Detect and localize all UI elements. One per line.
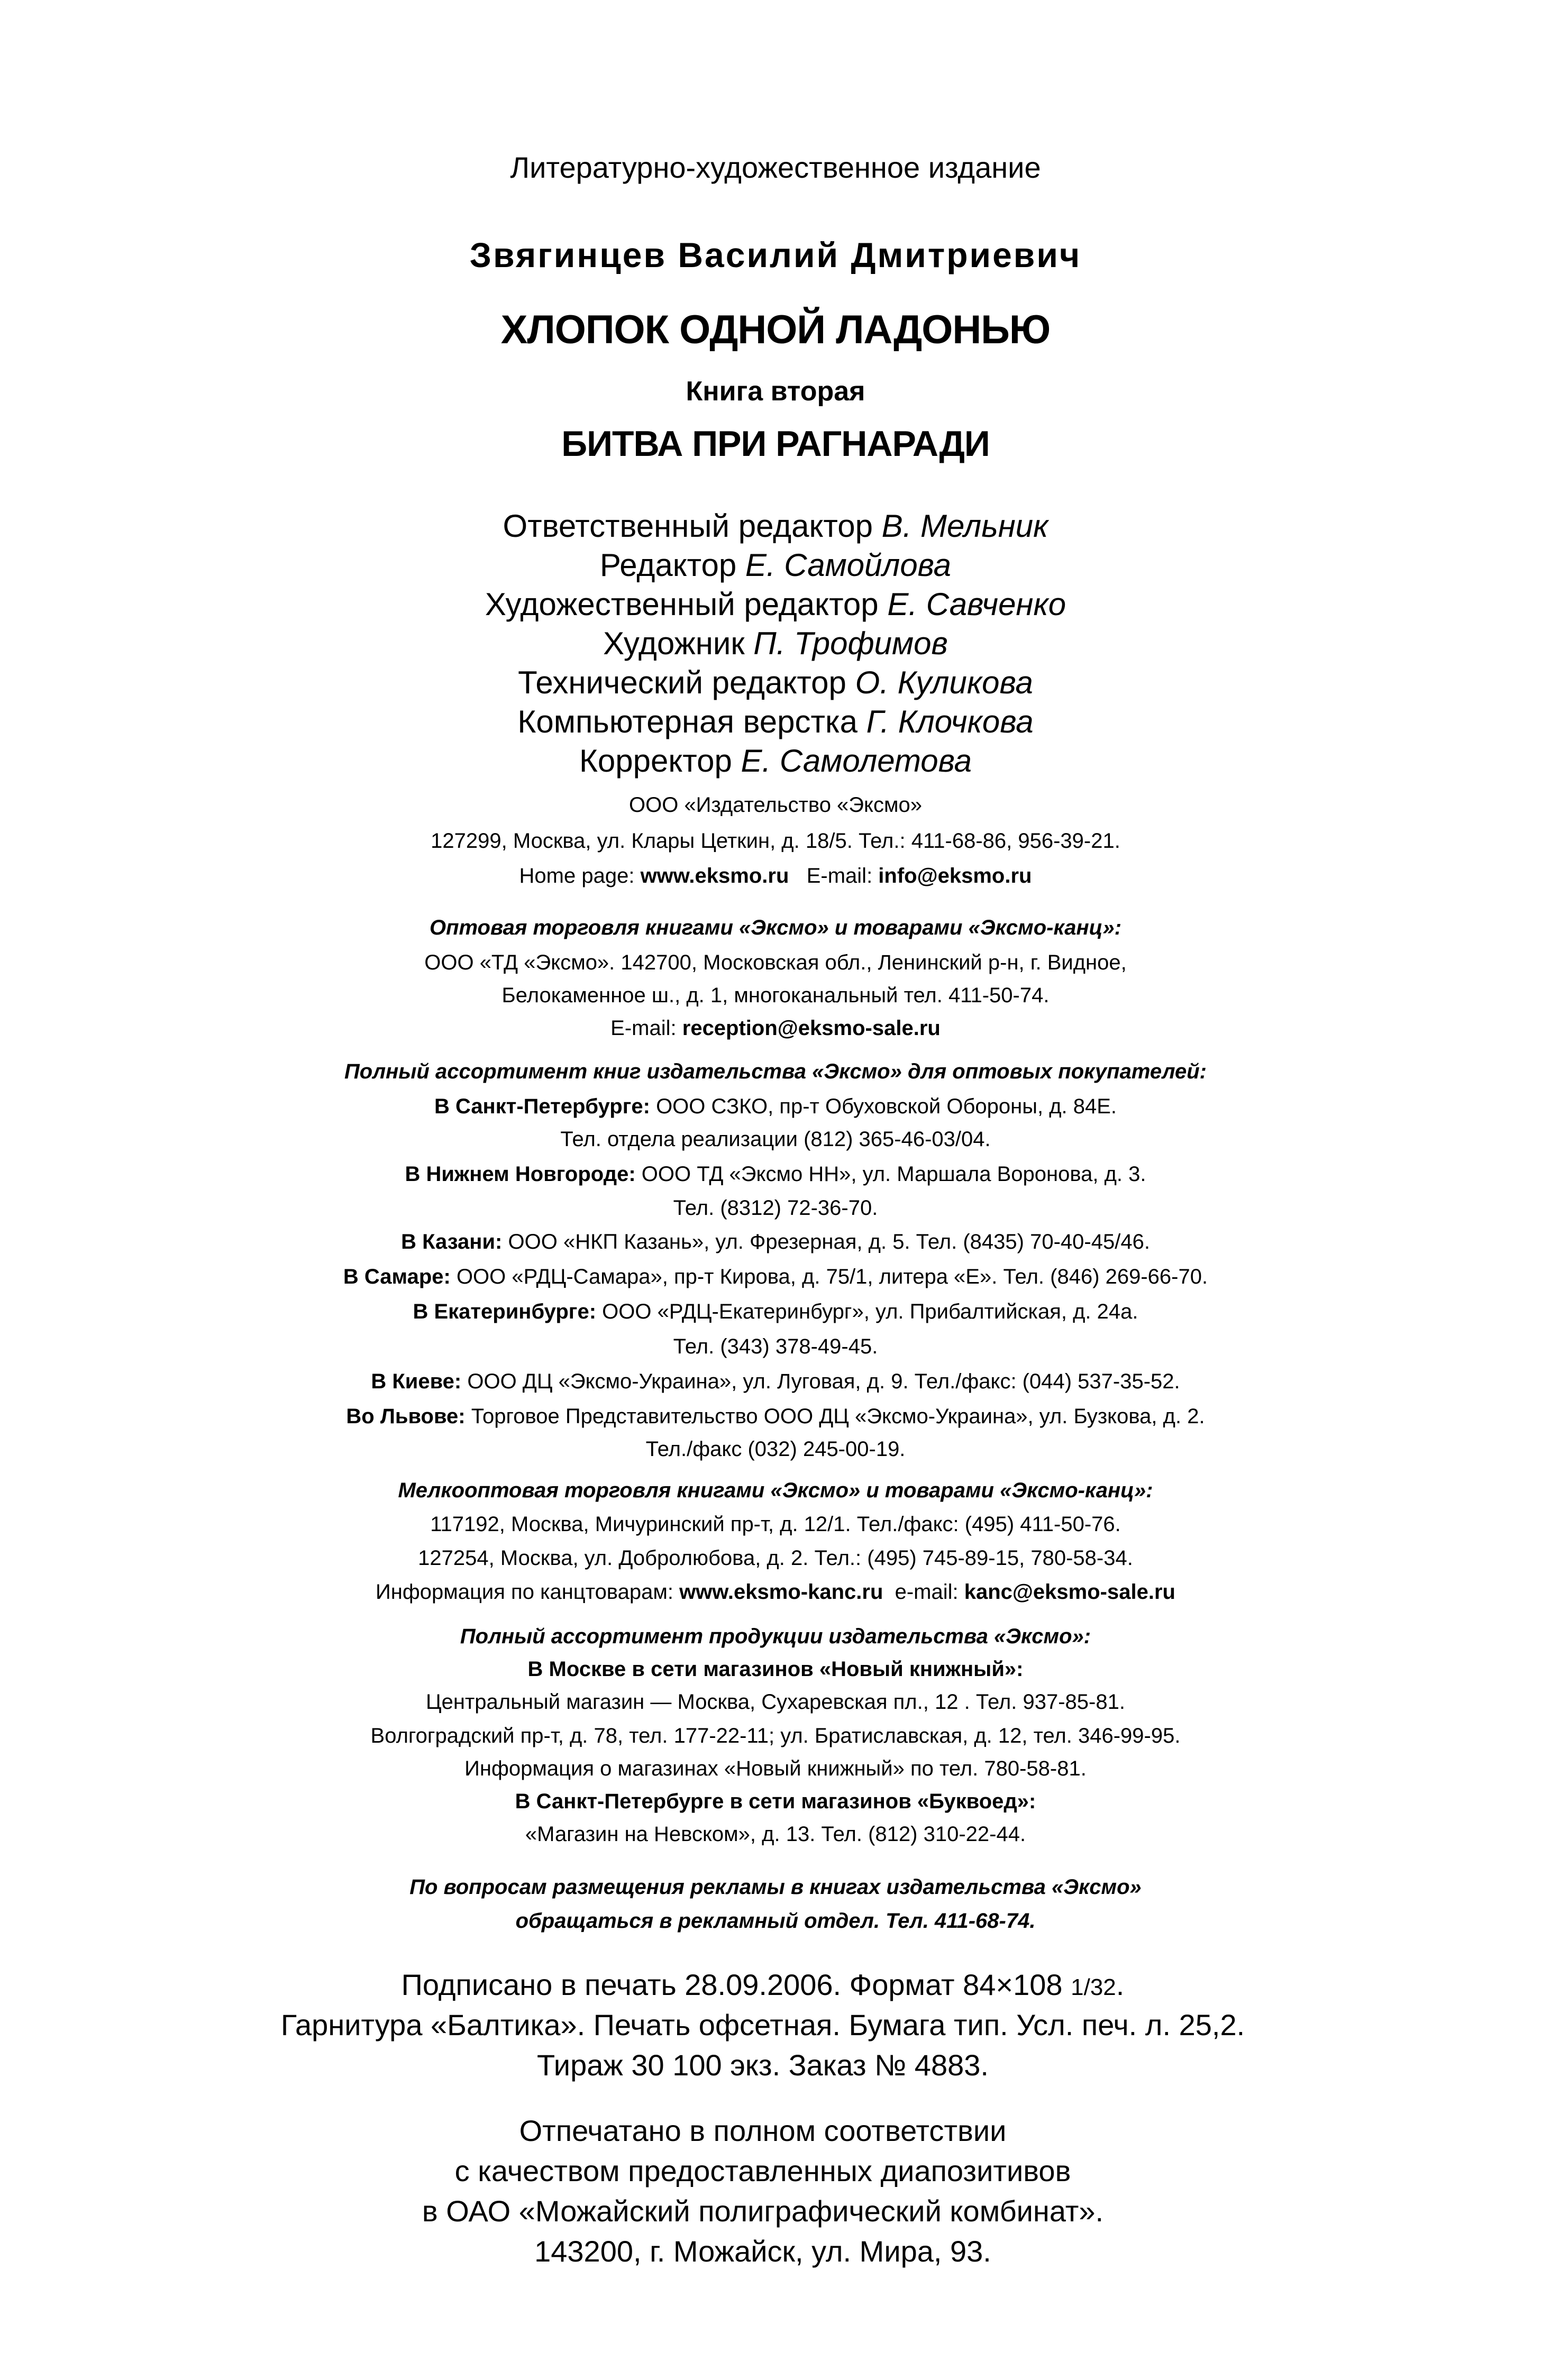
publisher-address: 127299, Москва, ул. Клары Цеткин, д. 18/5. Тел.: 411-68-86, 956-39-21. (431, 829, 1120, 853)
regional-entry (0, 1370, 1551, 1394)
print-info (0, 1967, 1538, 2002)
credit-person: В. Мельник (881, 508, 1048, 544)
regional-entry (0, 1095, 1551, 1119)
email-label: E-mail: (610, 1017, 682, 1040)
print-info: Гарнитура «Балтика». Печать офсетная. Бумага тип. Усл. печ. л. 25,2. (280, 2008, 1245, 2042)
credit-line (0, 664, 1551, 701)
entry-text: ООО СЗКО, пр-т Обуховской Обороны, д. 84Е. (650, 1095, 1117, 1118)
author-name: Звягинцев Василий Дмитриевич (469, 235, 1082, 274)
spb-stores-heading (0, 1790, 1551, 1814)
email-link[interactable]: info@eksmo.ru (878, 864, 1032, 887)
regional-entry (0, 1230, 1551, 1254)
stationery-info (0, 1580, 1551, 1604)
stationery-label: Информация по канцтоварам: (376, 1580, 680, 1604)
printer-info: с качеством предоставленных диапозитивов (454, 2154, 1071, 2187)
printer-info: в ОАО «Можайский полиграфический комбинат». (422, 2194, 1104, 2228)
volume-label: Книга вторая (686, 376, 865, 407)
stationery-link[interactable]: www.eksmo-kanc.ru (679, 1580, 883, 1604)
city-label: В Нижнем Новгороде: (405, 1162, 636, 1186)
publisher-name: ООО «Издательство «Эксмо» (628, 793, 922, 817)
ads-line: По вопросам размещения рекламы в книгах издательства «Эксмо» (409, 1875, 1142, 1899)
credit-line (0, 547, 1551, 583)
email-label: e-mail: (883, 1580, 964, 1604)
small-wholesale-line: 127254, Москва, ул. Добролюбова, д. 2. Тел.: (495) 745-89-15, 780-58-34. (418, 1546, 1133, 1570)
city-label: В Казани: (401, 1230, 503, 1253)
city-label: В Екатеринбурге: (413, 1300, 597, 1323)
printer-info: 143200, г. Можайск, ул. Мира, 93. (534, 2235, 991, 2268)
city-label: В Самаре: (343, 1265, 451, 1288)
credit-line (0, 625, 1551, 662)
publisher-contacts (0, 864, 1551, 888)
regional-heading: Полный ассортимент книг издательства «Эксмо» для оптовых покупателей: (344, 1060, 1207, 1083)
credit-person: П. Трофимов (753, 626, 948, 661)
credit-role: Компьютерная верстка (517, 704, 857, 739)
entry-text: ООО ДЦ «Эксмо-Украина», ул. Луговая, д. 9. Тел./факс: (044) 537-35-52. (461, 1370, 1180, 1393)
city-label: В Киеве: (371, 1370, 462, 1393)
regional-entry-cont: Тел./факс (032) 245-00-19. (645, 1438, 906, 1461)
edition-type: Литературно-художественное издание (510, 151, 1041, 184)
wholesale-line: Белокаменное ш., д. 1, многоканальный тел. 411-50-74. (501, 984, 1050, 1007)
credit-line (0, 586, 1551, 623)
wholesale-heading: Оптовая торговля книгами «Эксмо» и товарами «Эксмо-канц»: (429, 916, 1122, 939)
credit-role: Ответственный редактор (503, 508, 873, 544)
regional-entry (0, 1162, 1551, 1186)
moscow-stores-label: В Москве в сети магазинов «Новый книжный»: (527, 1658, 1024, 1681)
credit-person: Е. Самойлова (745, 547, 952, 583)
printer-info: Отпечатано в полном соответствии (519, 2114, 1007, 2147)
wholesale-email (0, 1017, 1551, 1040)
credit-line (0, 703, 1551, 740)
credit-role: Художественный редактор (485, 587, 879, 622)
credit-person: О. Куликова (855, 665, 1033, 700)
store-line: Волгоградский пр-т, д. 78, тел. 177-22-11; ул. Братиславская, д. 12, тел. 346-99-95. (370, 1724, 1181, 1747)
small-wholesale-line: 117192, Москва, Мичуринский пр-т, д. 12/1. Тел./факс: (495) 411-50-76. (430, 1513, 1121, 1536)
print-info-text: Подписано в печать 28.09.2006. Формат 84×108 (401, 1968, 1071, 2001)
city-label: Во Львове: (346, 1405, 466, 1428)
ads-line: обращаться в рекламный отдел. Тел. 411-68-74. (515, 1909, 1036, 1933)
entry-text: Торговое Представительство ООО ДЦ «Эксмо-Украина», ул. Бузкова, д. 2. (465, 1405, 1205, 1428)
moscow-stores-heading (0, 1658, 1551, 1681)
credit-role: Редактор (599, 547, 737, 583)
credit-person: Е. Савченко (887, 587, 1066, 622)
retail-heading: Полный ассортимент продукции издательства «Эксмо»: (460, 1625, 1091, 1648)
store-line: Информация о магазинах «Новый книжный» по тел. 780-58-81. (464, 1757, 1087, 1780)
homepage-link[interactable]: www.eksmo.ru (640, 864, 789, 887)
book-title: ХЛОПОК ОДНОЙ ЛАДОНЬЮ (500, 307, 1051, 352)
email-link[interactable]: reception@eksmo-sale.ru (682, 1017, 941, 1040)
regional-entry (0, 1265, 1551, 1289)
regional-entry (0, 1300, 1551, 1324)
homepage-label: Home page: (519, 864, 641, 887)
credit-role: Технический редактор (518, 665, 846, 700)
entry-text: ООО «РДЦ-Екатеринбург», ул. Прибалтийская, д. 24а. (596, 1300, 1138, 1323)
city-label: В Санкт-Петербурге: (434, 1095, 650, 1118)
email-label: E-mail: (789, 864, 879, 887)
credit-person: Е. Самолетова (741, 743, 972, 779)
store-line: «Магазин на Невском», д. 13. Тел. (812) 310-22-44. (525, 1823, 1026, 1846)
credit-line (0, 743, 1551, 779)
entry-text: ООО «РДЦ-Самара», пр-т Кирова, д. 75/1, литера «Е». Тел. (846) 269-66-70. (450, 1265, 1208, 1288)
wholesale-line: ООО «ТД «Эксмо». 142700, Московская обл., Ленинский р-н, г. Видное, (424, 951, 1127, 974)
book-subtitle: БИТВА ПРИ РАГНАРАДИ (561, 424, 990, 464)
entry-text: ООО «НКП Казань», ул. Фрезерная, д. 5. Тел. (8435) 70-40-45/46. (502, 1230, 1150, 1253)
small-wholesale-heading: Мелкооптовая торговля книгами «Эксмо» и товарами «Эксмо-канц»: (398, 1479, 1153, 1502)
credit-role: Художник (603, 626, 745, 661)
credit-role: Корректор (579, 743, 732, 779)
credit-line (0, 508, 1551, 544)
credit-person: Г. Клочкова (866, 704, 1034, 739)
print-info-end: . (1116, 1968, 1125, 2001)
regional-entry-cont: Тел. (343) 378-49-45. (673, 1335, 878, 1358)
store-line: Центральный магазин — Москва, Сухаревская пл., 12 . Тел. 937-85-81. (426, 1690, 1125, 1714)
email-link[interactable]: kanc@eksmo-sale.ru (964, 1580, 1175, 1604)
spb-stores-label: В Санкт-Петербурге в сети магазинов «Буквоед»: (515, 1790, 1036, 1813)
regional-entry (0, 1405, 1551, 1429)
print-info: Тираж 30 100 экз. Заказ № 4883. (537, 2048, 989, 2082)
regional-entry-cont: Тел. (8312) 72-36-70. (673, 1196, 878, 1220)
regional-entry-cont: Тел. отдела реализации (812) 365-46-03/04. (560, 1128, 991, 1151)
format-fraction: 1/32 (1071, 1974, 1116, 2000)
entry-text: ООО ТД «Эксмо НН», ул. Маршала Воронова, д. 3. (635, 1162, 1146, 1186)
